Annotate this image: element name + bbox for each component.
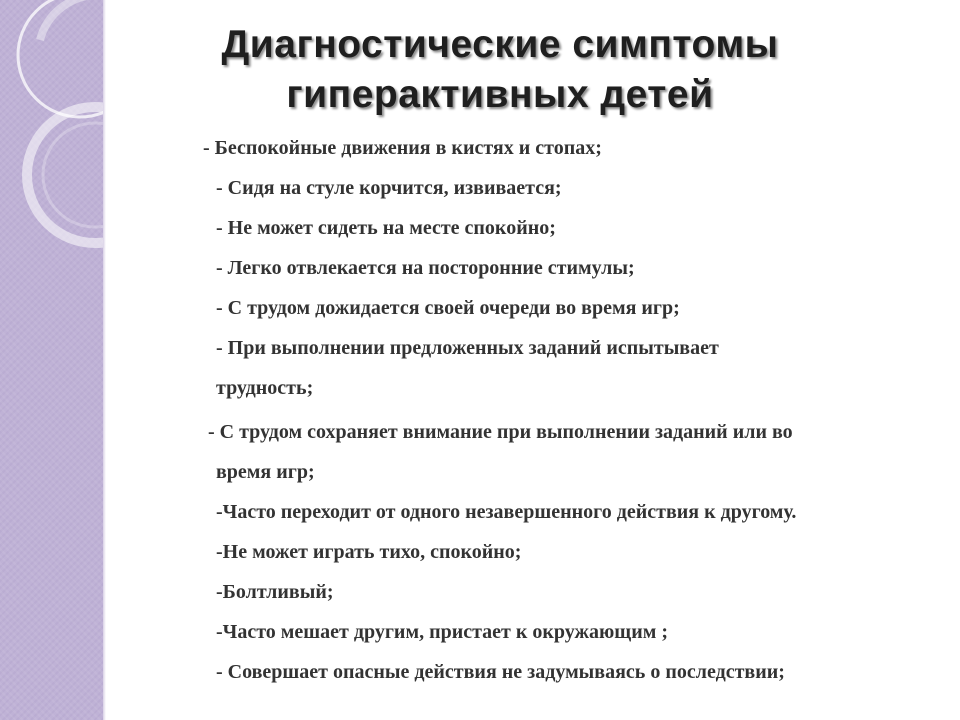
band-edge: [103, 0, 106, 720]
list-item: -Не может играть тихо, спокойно;: [216, 541, 522, 563]
decor-arc-top: [40, 0, 100, 40]
list-item-continuation: трудность;: [216, 377, 314, 399]
decor-ring-top: [18, 0, 103, 117]
title-line-1: Диагностические симптомы: [221, 23, 779, 66]
decorative-side-band: [0, 0, 103, 720]
list-item: - Легко отвлекается на посторонние стимулы;: [216, 257, 635, 279]
list-item: - Совершает опасные действия не задумываясь о последствии;: [216, 661, 785, 683]
list-item: - Сидя на стуле корчится, извивается;: [216, 177, 562, 199]
list-item: -Часто мешает другим, пристает к окружающим ;: [216, 621, 669, 643]
decorative-rings: [0, 0, 103, 300]
list-item: - С трудом дожидается своей очереди во время игр;: [216, 297, 680, 319]
list-item: - При выполнении предложенных заданий испытывает трудность;: [203, 328, 943, 408]
decor-ring-inner: [43, 123, 103, 227]
list-item: - Беспокойные движения в кистях и стопах;: [203, 137, 602, 159]
list-item: -Часто переходит от одного незавершенного действия к другому.: [216, 501, 797, 523]
symptom-list: [203, 128, 943, 692]
decor-ring-bottom: [27, 107, 103, 243]
list-item: -Болтливый;: [216, 581, 334, 603]
list-item-continuation: время игр;: [216, 461, 315, 483]
title-line-2: гиперактивных детей: [286, 73, 714, 116]
slide-title: [140, 20, 860, 120]
list-item: - Не может сидеть на месте спокойно;: [216, 217, 556, 239]
list-item: - С трудом сохраняет внимание при выполнении заданий или во время игр;: [203, 412, 943, 492]
